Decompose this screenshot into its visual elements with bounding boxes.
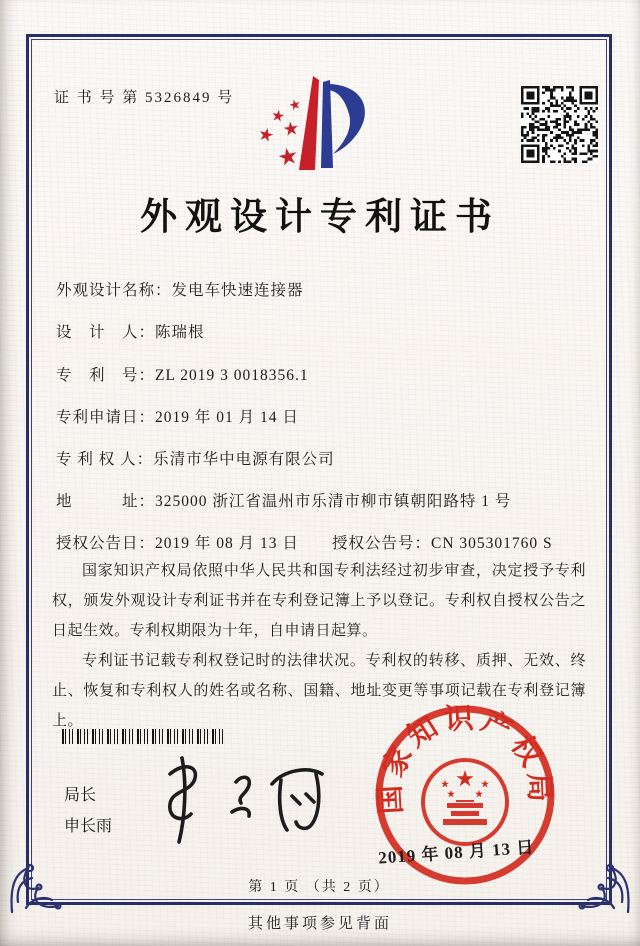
signer-title: 局长 [64, 787, 97, 804]
certificate-title: 外观设计专利证书 [140, 197, 500, 238]
field-address: 地 址：325000 浙江省温州市乐清市柳市镇朝阳路特 1 号 [56, 493, 512, 510]
signer-name: 申长雨 [64, 818, 113, 835]
seal-date: 2019 年 08 月 13 日 [377, 837, 535, 868]
page-indicator: 第 1 页 （共 2 页） [248, 880, 390, 895]
back-side-note: 其他事项参见背面 [247, 916, 392, 932]
field-grant-date-and-number: 授权公告日：2019 年 08 月 13 日 授权公告号：CN 305301760 S [56, 535, 553, 552]
field-design-name: 外观设计名称：发电车快速连接器 [56, 282, 304, 299]
certificate-number: 证 书 号 第 5326849 号 [54, 90, 235, 106]
barcode [62, 729, 224, 744]
field-patent-number: 专 利 号：ZL 2019 3 0018356.1 [56, 367, 309, 384]
field-designer: 设 计 人：陈瑞根 [56, 324, 205, 341]
field-patentee: 专 利 权 人：乐清市华中电源有限公司 [56, 451, 335, 468]
field-filing-date: 专利申请日：2019 年 01 月 14 日 [56, 409, 299, 426]
seal-text: 国家知识产权局 [374, 702, 556, 815]
paragraph-grant-statement: 国家知识产权局依照中华人民共和国专利法经过初步审查，决定授予专利权，颁发外观设计专利证书并在专利登记簿上予以登记。专利权自授权公告之日起生效。专利权期限为十年，自申请日起算。 [52, 563, 586, 639]
paragraph-register-statement: 专利证书记载专利权登记时的法律状况。专利权的转移、质押、无效、终止、恢复和专利权人的姓名或名称、国籍、地址变更等事项记载在专利登记簿上。 [52, 653, 586, 729]
qr-code [521, 86, 598, 163]
cnipa-logo-icon [245, 72, 380, 184]
signature [140, 752, 350, 847]
signer-block [64, 780, 112, 842]
